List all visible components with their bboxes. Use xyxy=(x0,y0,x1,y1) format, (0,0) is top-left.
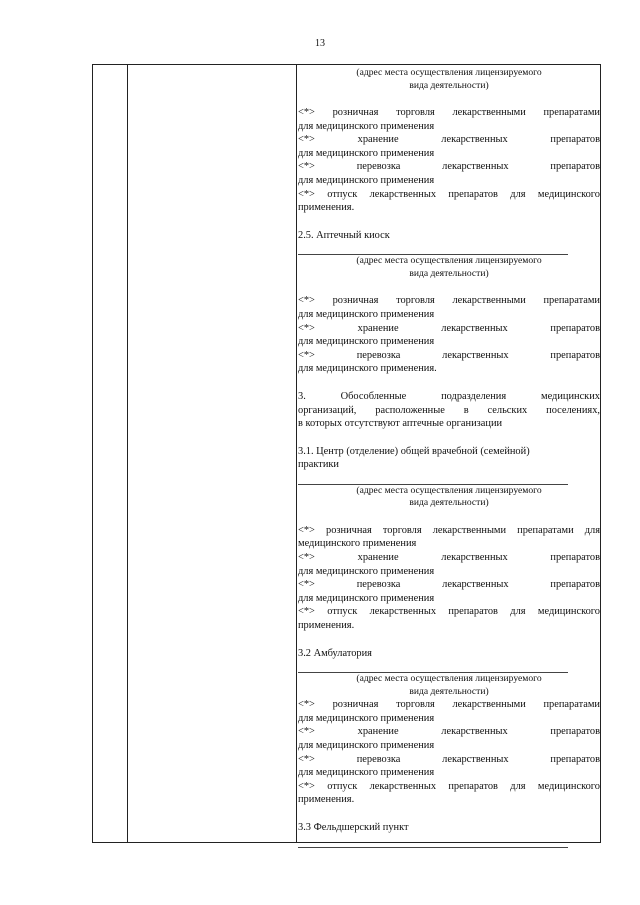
caption-line: (адрес места осуществления лицензируемого xyxy=(356,255,542,267)
activity-line: для медицинского применения xyxy=(298,565,435,577)
caption-line: вида деятельности) xyxy=(409,267,489,279)
activity-line: <*> отпуск лекарственных препаратов для медицинского xyxy=(298,780,600,792)
activity-list xyxy=(298,106,600,215)
activity-line: для медицинского применения. xyxy=(298,363,437,375)
activity-line: для медицинского применения xyxy=(298,712,435,724)
activity-line: для медицинского применения xyxy=(298,308,435,320)
caption-line: (адрес места осуществления лицензируемого xyxy=(356,67,542,78)
activity-line: <*> хранение лекарственных препаратов xyxy=(298,134,600,146)
table-divider-1 xyxy=(127,65,128,842)
address-caption xyxy=(298,485,600,510)
heading-line: практики xyxy=(298,459,339,471)
section-heading: 2.5. Аптечный киоск xyxy=(298,229,390,241)
heading-line: 3. Обособленные подразделения медицинских xyxy=(298,390,600,402)
activity-list xyxy=(298,294,600,376)
caption-line: (адрес места осуществления лицензируемого xyxy=(356,673,542,685)
activity-line: применения. xyxy=(298,620,355,632)
activity-line: <*> хранение лекарственных препаратов xyxy=(298,322,600,334)
activity-line: <*> розничная торговля лекарственными препаратами для xyxy=(298,524,600,536)
table-cell-activities xyxy=(298,67,600,848)
heading-line: в которых отсутствуют аптечные организации xyxy=(298,418,503,430)
activity-line: <*> хранение лекарственных препаратов xyxy=(298,726,600,738)
activity-line: для медицинского применения xyxy=(298,120,435,132)
address-caption xyxy=(298,67,600,92)
section-heading xyxy=(298,445,600,472)
section-heading: 3.2 Амбулатория xyxy=(298,647,372,659)
caption-line: вида деятельности) xyxy=(409,685,489,697)
activity-line: применения. xyxy=(298,202,355,214)
activity-line: для медицинского применения xyxy=(298,767,435,779)
heading-line: организаций, расположенные в сельских поселениях, xyxy=(298,404,600,416)
spacer xyxy=(298,92,600,106)
caption-line: вида деятельности) xyxy=(409,497,489,509)
activity-line: <*> перевозка лекарственных препаратов xyxy=(298,349,600,361)
activity-line: применения. xyxy=(298,794,355,806)
activity-line: <*> отпуск лекарственных препаратов для медицинского xyxy=(298,188,600,200)
activity-line: <*> розничная торговля лекарственными препаратами xyxy=(298,699,600,711)
activity-line: для медицинского применения xyxy=(298,147,435,159)
activity-list xyxy=(298,698,600,807)
activity-line: <*> розничная торговля лекарственными препаратами xyxy=(298,107,600,118)
activity-line: <*> розничная торговля лекарственными препаратами xyxy=(298,295,600,307)
activity-line: <*> перевозка лекарственных препаратов xyxy=(298,579,600,591)
caption-line: вида деятельности) xyxy=(409,79,489,91)
activity-line: для медицинского применения xyxy=(298,174,435,186)
activity-line: медицинского применения xyxy=(298,538,417,550)
activity-line: <*> отпуск лекарственных препаратов для медицинского xyxy=(298,606,600,618)
activity-line: для медицинского применения xyxy=(298,336,435,348)
section-heading xyxy=(298,390,600,431)
caption-line: (адрес места осуществления лицензируемого xyxy=(356,484,542,496)
activity-line: <*> перевозка лекарственных препаратов xyxy=(298,161,600,173)
activity-line: для медицинского применения xyxy=(298,740,435,751)
page-number: 13 xyxy=(315,38,325,49)
section-heading: 3.3 Фельдшерский пункт xyxy=(298,821,409,833)
spacer xyxy=(298,510,600,524)
activity-list xyxy=(298,524,600,633)
activity-line: <*> хранение лекарственных препаратов xyxy=(298,552,600,564)
address-blank-line xyxy=(298,847,568,848)
activity-line: <*> перевозка лекарственных препаратов xyxy=(298,753,600,765)
address-caption xyxy=(298,673,600,698)
table-divider-2 xyxy=(296,65,297,842)
heading-line: 3.1. Центр (отделение) общей врачебной (семейной) xyxy=(298,445,530,457)
license-table xyxy=(92,64,601,843)
activity-line: для медицинского применения xyxy=(298,592,435,604)
address-caption xyxy=(298,255,600,280)
spacer xyxy=(298,280,600,294)
